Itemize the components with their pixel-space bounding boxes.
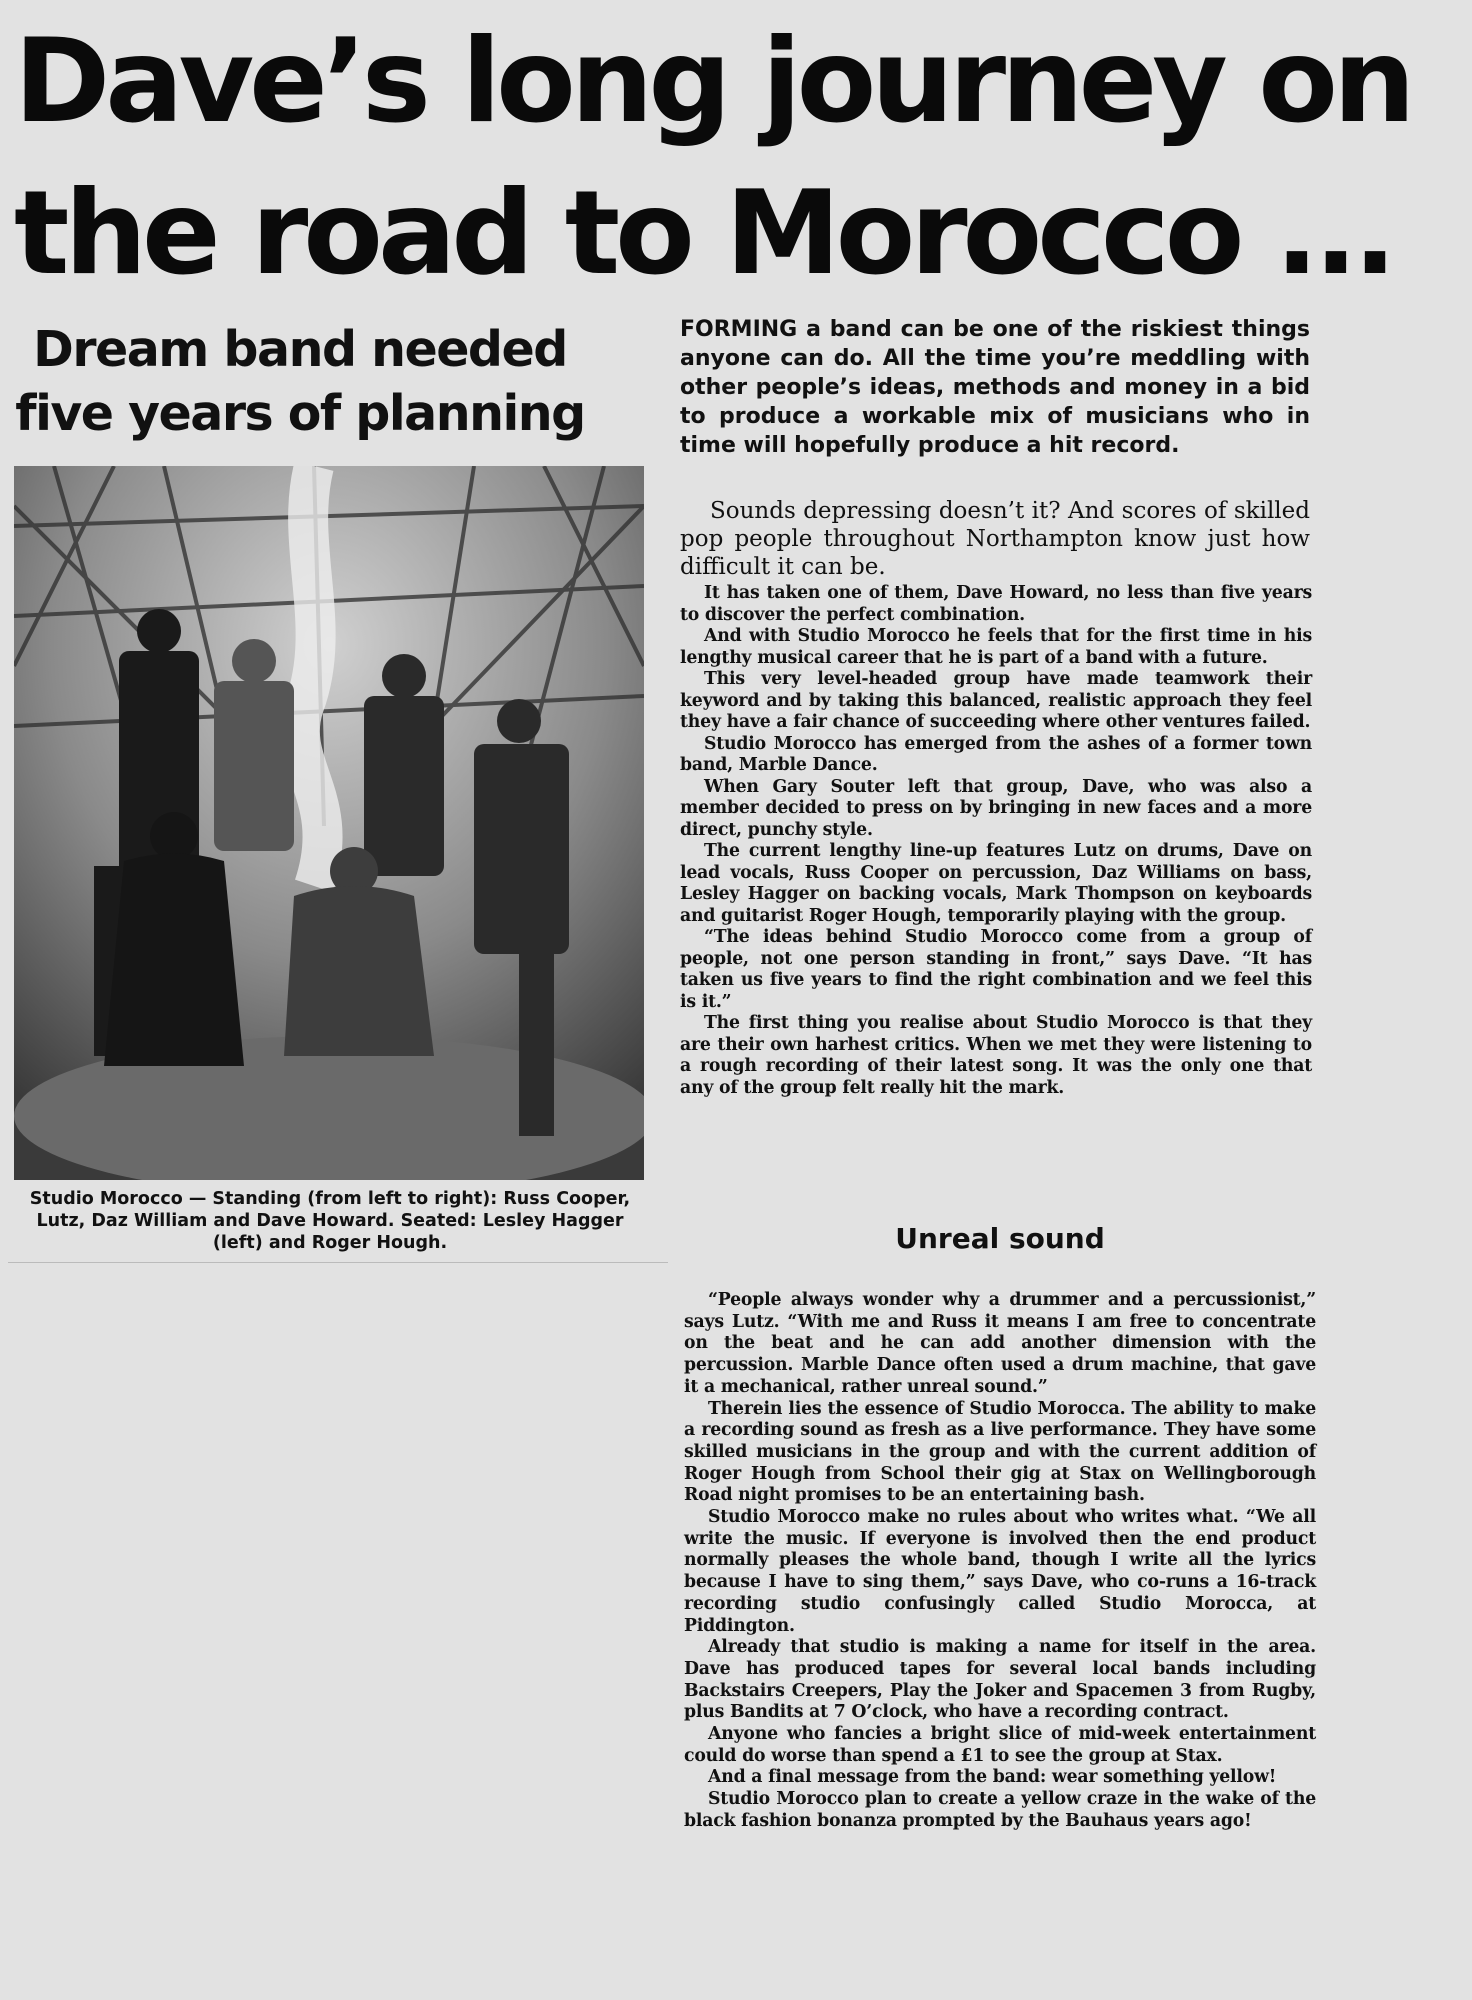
- body-paragraph: Studio Morocco make no rules about who writes what. “We all write the music. If everyone is involved then the end product normally pleases the whole band, though I write all the lyrics because I have to sing them,” says Dave, who co-runs a 16-track recording studio confusingly called Studio Morocca, at Piddington.: [684, 1507, 1316, 1636]
- body-paragraph: The first thing you realise about Studio Morocco is that they are their own harhest critics. When we met they were listening to a rough recording of their latest song. It was the only one that any of the group felt really hit the mark.: [680, 1013, 1312, 1098]
- band-photo-illustration: [14, 466, 644, 1180]
- body-paragraph: Studio Morocco has emerged from the ashes of a former town band, Marble Dance.: [680, 733, 1312, 775]
- body-paragraph: “The ideas behind Studio Morocco come from a group of people, not one person standing in front,” says Dave. “It has taken us five years to find the right combination and we feel this is it.”: [680, 927, 1312, 1012]
- lead-text: a band can be one of the riskiest things anyone can do. All the time you’re meddling with other people’s ideas, methods and money in a bid to produce a workable mix of musicians who in time will hopefully produce a hit record.: [680, 317, 1310, 458]
- large-paragraph: Sounds depressing doesn’t it? And scores of skilled pop people throughout Northampton know just how difficult it can be.: [680, 498, 1310, 580]
- photo-caption: Studio Morocco — Standing (from left to right): Russ Cooper, Lutz, Daz William and Dave Howard. Seated: Lesley Hagger (left) and Roger Hough.: [29, 1189, 631, 1253]
- band-photo: [14, 466, 644, 1180]
- headline-line-1: Dave’s long journey on: [14, 14, 1411, 149]
- body-paragraph: Therein lies the essence of Studio Morocca. The ability to make a recording sound as fresh as a live performance. They have some skilled musicians in the group and with the current addition of Roger Hough from School their gig at Stax on Wellingborough Road night promises to be an entertaining bash.: [684, 1398, 1316, 1506]
- body-paragraph: And with Studio Morocco he feels that for the first time in his lengthy musical career that he is part of a band with a future.: [680, 626, 1312, 668]
- body-paragraph: The current lengthy line-up features Lutz on drums, Dave on lead vocals, Russ Cooper on percussion, Daz Williams on bass, Lesley Hagger on backing vocals, Mark Thompson on keyboards and guitarist Roger Hough, temporarily playing with the group.: [680, 841, 1312, 926]
- body-paragraph: Already that studio is making a name for itself in the area. Dave has produced tapes for several local bands including Backstairs Creepers, Play the Joker and Spacemen 3 from Rugby, plus Bandits at 7 O’clock, who have a recording contract.: [684, 1637, 1316, 1723]
- lead-paragraph: [680, 315, 1310, 460]
- crosshead: Unreal sound: [895, 1222, 1105, 1255]
- body-column-lower: [684, 1290, 1316, 1833]
- large-paragraphs: [680, 497, 1310, 581]
- body-paragraph: “People always wonder why a drummer and a percussionist,” says Lutz. “With me and Russ it means I am free to concentrate on the beat and he can add another dimension with the percussion. Marble Dance often used a drum machine, that gave it a mechanical, rather unreal sound.”: [684, 1290, 1316, 1397]
- body-paragraph: When Gary Souter left that group, Dave, who was also a member decided to press on by bringing in new faces and a more direct, punchy style.: [680, 776, 1312, 840]
- body-column-upper: [680, 583, 1312, 1099]
- body-paragraph: And a final message from the band: wear something yellow!: [708, 1767, 1277, 1788]
- subheadline: [10, 318, 590, 446]
- body-paragraph: Anyone who fancies a bright slice of mid-week entertainment could do worse than spend a £1 to see the group at Stax.: [684, 1724, 1316, 1766]
- body-paragraph: It has taken one of them, Dave Howard, no less than five years to discover the perfect combination.: [680, 583, 1312, 625]
- headline-line-2: the road to Morocco ...: [14, 166, 1393, 301]
- subhead-line-2: five years of planning: [15, 385, 585, 442]
- body-paragraph: Studio Morocco plan to create a yellow craze in the wake of the black fashion bonanza prompted by the Bauhaus years ago!: [684, 1789, 1316, 1831]
- lead-drop-word: FORMING: [680, 317, 798, 342]
- headline: [14, 6, 1458, 310]
- caption-rule: [8, 1262, 668, 1263]
- subhead-line-1: Dream band needed: [33, 321, 567, 378]
- body-paragraph: This very level-headed group have made teamwork their keyword and by taking this balanced, realistic approach they feel they have a fair chance of succeeding where other ventures failed.: [680, 669, 1312, 732]
